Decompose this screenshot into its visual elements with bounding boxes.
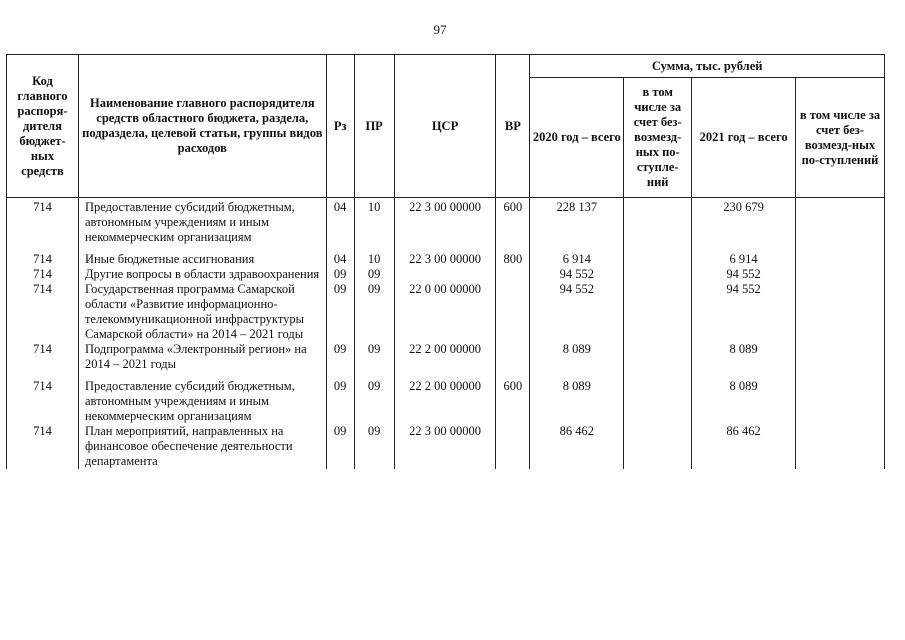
table-row xyxy=(7,282,885,342)
cell-2020-free xyxy=(624,379,692,424)
cell-2021-free xyxy=(796,282,885,342)
cell-rz: 09 xyxy=(326,342,354,379)
cell-csr: 22 3 00 00000 xyxy=(394,252,496,267)
header-csr: ЦСР xyxy=(394,55,496,198)
cell-rz: 09 xyxy=(326,424,354,469)
cell-2021-total: 8 089 xyxy=(692,342,796,379)
table-row xyxy=(7,424,885,469)
cell-name: Другие вопросы в области здравоохранения xyxy=(78,267,326,282)
table-row xyxy=(7,342,885,379)
cell-rz: 04 xyxy=(326,198,354,253)
cell-vr xyxy=(496,282,530,342)
cell-vr xyxy=(496,342,530,379)
cell-code: 714 xyxy=(7,342,79,379)
cell-vr xyxy=(496,424,530,469)
cell-2020-total: 94 552 xyxy=(530,267,624,282)
table-row xyxy=(7,379,885,424)
cell-pr: 09 xyxy=(354,282,394,342)
header-rz: Рз xyxy=(326,55,354,198)
header-vr: ВР xyxy=(496,55,530,198)
cell-pr: 10 xyxy=(354,198,394,253)
cell-vr xyxy=(496,267,530,282)
header-sum: Сумма, тыс. рублей xyxy=(530,55,885,78)
cell-name: Государственная программа Самарской области «Развитие информационно-телекоммуникационной инфраструктуры Самарской области» на 2014 – 2021 годы xyxy=(78,282,326,342)
cell-name: Предоставление субсидий бюджетным, автономным учреждениям и иным некоммерческим организациям xyxy=(78,198,326,253)
cell-code: 714 xyxy=(7,424,79,469)
cell-2020-free xyxy=(624,198,692,253)
header-name: Наименование главного распорядителя средств областного бюджета, раздела, подраздела, целевой статьи, группы видов расходов xyxy=(78,55,326,198)
cell-rz: 04 xyxy=(326,252,354,267)
cell-pr: 09 xyxy=(354,267,394,282)
cell-name: Подпрограмма «Электронный регион» на 2014 – 2021 годы xyxy=(78,342,326,379)
cell-2021-free xyxy=(796,424,885,469)
cell-2021-total: 230 679 xyxy=(692,198,796,253)
cell-code: 714 xyxy=(7,198,79,253)
cell-code: 714 xyxy=(7,282,79,342)
table-row xyxy=(7,198,885,253)
cell-vr: 600 xyxy=(496,379,530,424)
cell-2021-total: 8 089 xyxy=(692,379,796,424)
cell-name: Иные бюджетные ассигнования xyxy=(78,252,326,267)
header-2020-free: в том числе за счет без-возмезд-ных по-ступле-ний xyxy=(624,78,692,198)
cell-2021-total: 86 462 xyxy=(692,424,796,469)
header-pr: ПР xyxy=(354,55,394,198)
table-row xyxy=(7,252,885,267)
cell-2020-total: 6 914 xyxy=(530,252,624,267)
cell-2021-total: 94 552 xyxy=(692,282,796,342)
cell-csr xyxy=(394,267,496,282)
cell-2020-free xyxy=(624,252,692,267)
cell-2020-total: 8 089 xyxy=(530,379,624,424)
cell-name: План мероприятий, направленных на финансовое обеспечение деятельности департамента xyxy=(78,424,326,469)
cell-2021-total: 94 552 xyxy=(692,267,796,282)
cell-csr: 22 2 00 00000 xyxy=(394,379,496,424)
cell-pr: 09 xyxy=(354,342,394,379)
cell-rz: 09 xyxy=(326,379,354,424)
cell-2020-free xyxy=(624,282,692,342)
cell-csr: 22 3 00 00000 xyxy=(394,198,496,253)
cell-vr: 800 xyxy=(496,252,530,267)
cell-2020-total: 8 089 xyxy=(530,342,624,379)
cell-2021-total: 6 914 xyxy=(692,252,796,267)
cell-csr: 22 0 00 00000 xyxy=(394,282,496,342)
header-2020-total: 2020 год – всего xyxy=(530,78,624,198)
cell-2020-total: 94 552 xyxy=(530,282,624,342)
cell-2020-total: 228 137 xyxy=(530,198,624,253)
cell-2020-free xyxy=(624,267,692,282)
cell-pr: 09 xyxy=(354,379,394,424)
cell-2020-free xyxy=(624,424,692,469)
cell-2020-free xyxy=(624,342,692,379)
cell-rz: 09 xyxy=(326,267,354,282)
cell-code: 714 xyxy=(7,267,79,282)
cell-2021-free xyxy=(796,252,885,267)
cell-2021-free xyxy=(796,198,885,253)
cell-csr: 22 3 00 00000 xyxy=(394,424,496,469)
budget-table xyxy=(6,54,885,469)
cell-code: 714 xyxy=(7,252,79,267)
cell-2021-free xyxy=(796,267,885,282)
table-row xyxy=(7,267,885,282)
cell-pr: 10 xyxy=(354,252,394,267)
cell-pr: 09 xyxy=(354,424,394,469)
cell-vr: 600 xyxy=(496,198,530,253)
cell-2021-free xyxy=(796,342,885,379)
cell-name: Предоставление субсидий бюджетным, автономным учреждениям и иным некоммерческим организациям xyxy=(78,379,326,424)
cell-code: 714 xyxy=(7,379,79,424)
header-code: Код главного распоря-дителя бюджет-ных средств xyxy=(7,55,79,198)
cell-csr: 22 2 00 00000 xyxy=(394,342,496,379)
cell-2021-free xyxy=(796,379,885,424)
header-2021-free: в том числе за счет без-возмезд-ных по-ступлений xyxy=(796,78,885,198)
cell-2020-total: 86 462 xyxy=(530,424,624,469)
page-number: 97 xyxy=(433,22,447,37)
header-2021-total: 2021 год – всего xyxy=(692,78,796,198)
cell-rz: 09 xyxy=(326,282,354,342)
